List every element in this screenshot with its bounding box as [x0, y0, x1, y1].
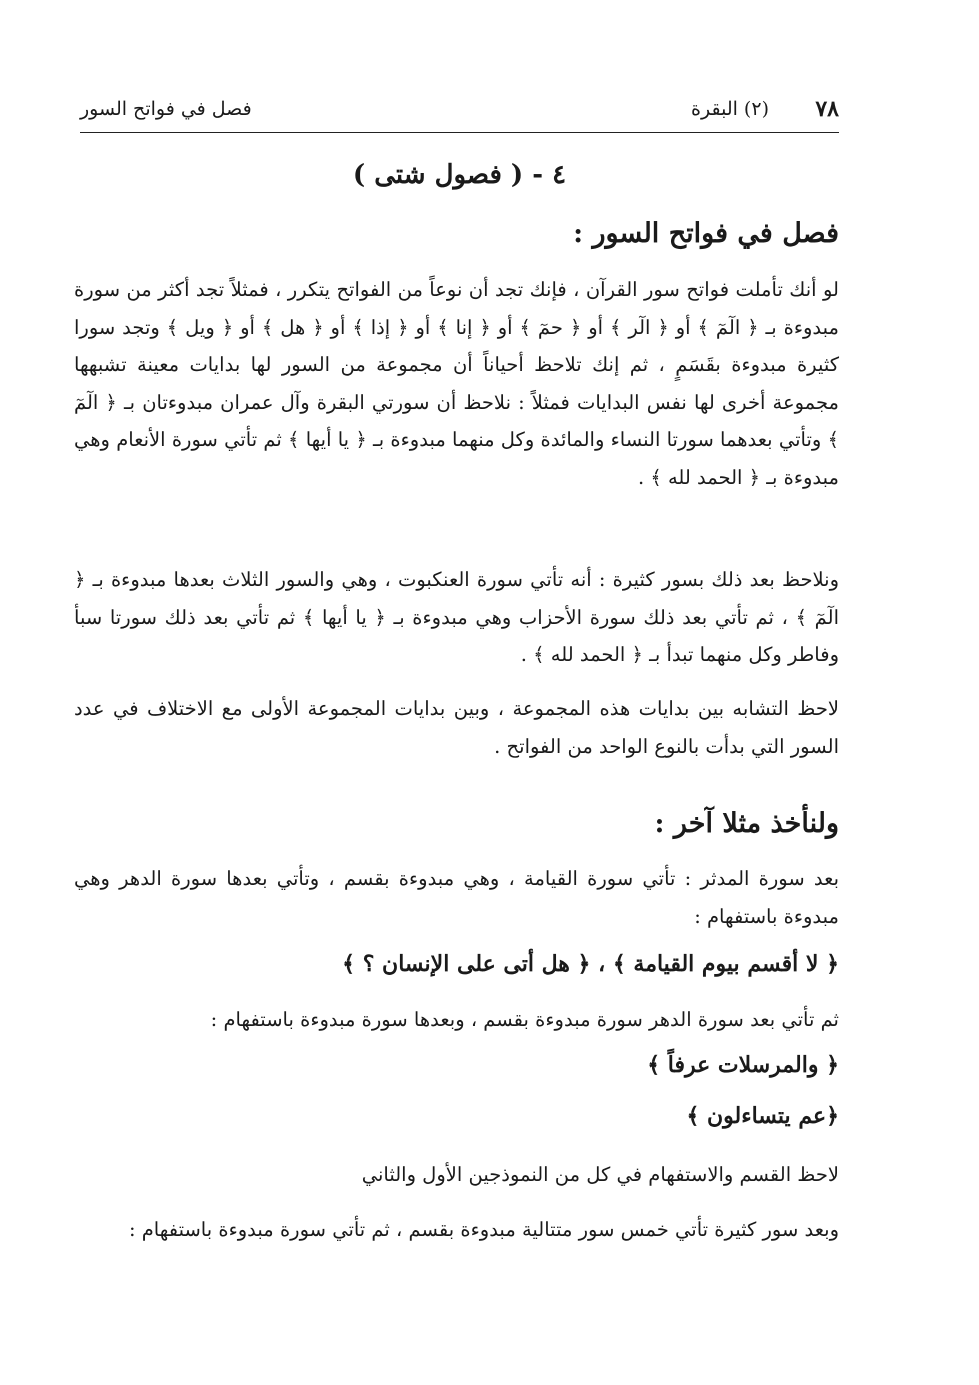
running-header — [80, 96, 839, 133]
paragraph-five-surahs: وبعد سور كثيرة تأتي خمس سور متتالية مبدوءة بقسم ، ثم تأتي سورة مبدوءة باستفهام : — [128, 1218, 839, 1241]
verse-mursalat: ﴿ والمرسلات عرفاً ﴾ — [647, 1052, 839, 1078]
page-number: ٧٨ — [815, 96, 839, 122]
section-heading-another-example: ولنأخذ مثلا آخر : — [654, 808, 839, 839]
chapter-title: ٤ - ( فصول شتى ) — [352, 160, 567, 190]
paragraph-compare-models: لاحظ القسم والاستفهام في كل من النموذجين الأول والثاني — [361, 1163, 839, 1186]
section-label: فصل في فواتح السور — [80, 98, 252, 120]
section-heading-openings: فصل في فواتح السور : — [573, 218, 839, 249]
chapter-label: (٢) البقرة — [691, 98, 769, 120]
paragraph-similarity-note: لاحظ التشابه بين بدايات هذه المجموعة ، وبين بدايات المجموعة الأولى مع الاختلاف في عدد السور التي بدأت بالنوع الواحد من الفواتح . — [74, 697, 839, 758]
paragraph-ankabut-group: ونلاحظ بعد ذلك بسور كثيرة : أنه تأتي سورة العنكبوت ، وهي والسور الثلاث بعدها مبدوءة بـ ﴿ الٓمٓ ﴾ ، ثم تأتي بعد ذلك سورة الأحزاب وهي مبدوءة بـ ﴿ يا أيها ﴾ ثم تأتي بعد ذلك سورتا سبأ وفاطر وكل منهما تبدأ بـ ﴿ الحمد لله ﴾ . — [74, 568, 839, 666]
verse-qiyama-insan: ﴿ لا أقسم بيوم القيامة ﴾ ، ﴿ هل أتى على الإنسان ؟ ﴾ — [342, 951, 839, 977]
paragraph-openings-intro: لو أنك تأملت فواتح سور القرآن ، فإنك تجد أن نوعاً من الفواتح يتكرر ، فمثلاً تجد أكثر من سورة مبدوءة بـ ﴿ الٓمٓ ﴾ أو ﴿ الٓر ﴾ أو ﴿ حمٓ ﴾ أو ﴿ إنا ﴾ أو ﴿ إذا ﴾ أو ﴿ هل ﴾ أو ﴿ ويل ﴾ وتجد سورا كثيرة مبدوءة بقَسَمٍ ، ثم إنك تلاحظ أحياناً أن مجموعة من السور لها بدايات معينة تشبهها مجموعة أخرى لها نفس البدايات فمثلاً : نلاحظ أن سورتي البقرة وآل عمران مبدوءتان بـ ﴿ الٓمٓ ﴾ وتأتي بعدهما سورتا النساء والمائدة وكل منهما مبدوءة بـ ﴿ يا أيها ﴾ ثم تأتي سورة الأنعام وهي مبدوءة بـ ﴿ الحمد لله ﴾ . — [74, 278, 839, 489]
verse-naba: ﴿عم يتساءلون ﴾ — [686, 1103, 839, 1129]
paragraph-dahr-next: ثم تأتي بعد سورة الدهر سورة مبدوءة بقسم ، وبعدها سورة مبدوءة باستفهام : — [210, 1008, 839, 1031]
paragraph-muddaththir: بعد سورة المدثر : تأتي سورة القيامة ، وهي مبدوءة بقسم ، وتأتي بعدها سورة الدهر وهي مبدوءة باستفهام : — [74, 867, 839, 928]
